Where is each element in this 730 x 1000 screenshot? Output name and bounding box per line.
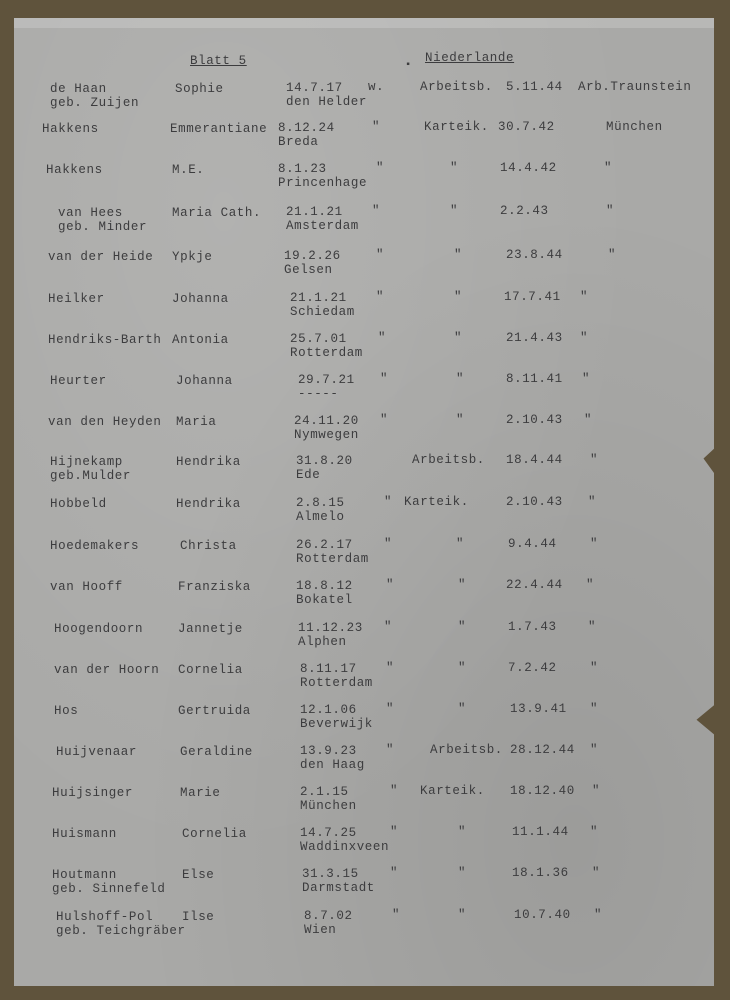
row-record-type: " — [456, 372, 465, 386]
row-record-date: 2.10.43 — [506, 413, 563, 427]
row-record-date: 21.4.43 — [506, 331, 563, 345]
row-mark: " — [372, 120, 381, 134]
row-firstname: Christa — [180, 539, 237, 553]
row-place: " — [584, 413, 593, 427]
row-record-date: 13.9.41 — [510, 702, 567, 716]
row-record-type: " — [454, 331, 463, 345]
row-record-type: " — [450, 204, 459, 218]
row-surname: Hos — [54, 704, 79, 718]
row-birth-date: 29.7.21 — [298, 373, 355, 387]
row-firstname: Else — [182, 868, 215, 882]
row-mark: " — [386, 578, 395, 592]
row-birth-place: Almelo — [296, 510, 345, 524]
row-place: " — [590, 702, 599, 716]
row-record-date: 10.7.40 — [514, 908, 571, 922]
row-mark: " — [376, 161, 385, 175]
row-birth-place: Breda — [278, 135, 319, 149]
paper-crease — [14, 18, 714, 28]
row-birth-date: 14.7.17 — [286, 81, 343, 95]
row-record-type: " — [454, 248, 463, 262]
row-place: " — [580, 331, 589, 345]
row-record-date: 7.2.42 — [508, 661, 557, 675]
row-record-date: 2.2.43 — [500, 204, 549, 218]
row-record-date: 30.7.42 — [498, 120, 555, 134]
row-surname: Hoedemakers — [50, 539, 140, 553]
row-mark: " — [392, 908, 401, 922]
row-mark: " — [380, 372, 389, 386]
row-record-date: 17.7.41 — [504, 290, 561, 304]
row-birth-place: Darmstadt — [302, 881, 375, 895]
row-surname-maiden: geb. Teichgräber — [56, 924, 186, 938]
sheet-label: Blatt 5 — [190, 54, 247, 68]
row-surname: Hobbeld — [50, 497, 107, 511]
row-surname: Huismann — [52, 827, 117, 841]
row-mark: " — [386, 702, 395, 716]
row-firstname: Franziska — [178, 580, 251, 594]
stray-mark: ▪ — [405, 60, 412, 71]
row-surname-maiden: geb. Sinnefeld — [52, 882, 166, 896]
row-birth-place: Rotterdam — [296, 552, 369, 566]
row-birth-date: 8.1.23 — [278, 162, 327, 176]
row-place: " — [590, 453, 599, 467]
row-surname: van den Heyden — [48, 415, 162, 429]
row-record-type: " — [456, 413, 465, 427]
row-record-date: 18.1.36 — [512, 866, 569, 880]
row-record-date: 1.7.43 — [508, 620, 557, 634]
row-place: " — [590, 825, 599, 839]
row-birth-place: Alphen — [298, 635, 347, 649]
row-surname: de Haan — [50, 82, 107, 96]
row-mark: " — [372, 204, 381, 218]
row-place: " — [588, 620, 597, 634]
row-surname: Huijvenaar — [56, 745, 138, 759]
row-surname: van Hooff — [50, 580, 123, 594]
row-birth-place: Wien — [304, 923, 337, 937]
row-record-type: Arbeitsb. — [430, 743, 503, 757]
row-firstname: Gertruida — [178, 704, 251, 718]
row-firstname: M.E. — [172, 163, 205, 177]
row-record-type: " — [456, 537, 465, 551]
row-firstname: Maria — [176, 415, 217, 429]
row-surname: Huijsinger — [52, 786, 134, 800]
row-mark: " — [390, 866, 399, 880]
row-place: " — [590, 743, 599, 757]
row-mark: " — [384, 620, 393, 634]
row-firstname: Sophie — [175, 82, 224, 96]
row-birth-date: 14.7.25 — [300, 826, 357, 840]
row-surname-maiden: geb. Minder — [58, 220, 148, 234]
row-place: Arb.Traunstein — [578, 80, 692, 94]
row-birth-date: 2.1.15 — [300, 785, 349, 799]
row-surname: van der Heide — [48, 250, 154, 264]
row-birth-place: Schiedam — [290, 305, 355, 319]
row-surname: Houtmann — [52, 868, 117, 882]
row-birth-date: 31.8.20 — [296, 454, 353, 468]
row-record-date: 14.4.42 — [500, 161, 557, 175]
row-birth-date: 25.7.01 — [290, 332, 347, 346]
row-record-type: " — [458, 620, 467, 634]
row-place: " — [592, 866, 601, 880]
row-mark: " — [386, 661, 395, 675]
row-mark: " — [390, 825, 399, 839]
row-surname: van Hees — [58, 206, 123, 220]
row-place: " — [608, 248, 617, 262]
row-firstname: Jannetje — [178, 622, 243, 636]
row-place: " — [586, 578, 595, 592]
row-birth-place: Ede — [296, 468, 321, 482]
row-birth-place: Waddinxveen — [300, 840, 390, 854]
row-record-type: Arbeitsb. — [412, 453, 485, 467]
row-mark: " — [384, 495, 393, 509]
row-firstname: Cornelia — [182, 827, 247, 841]
row-surname: Hijnekamp — [50, 455, 123, 469]
row-record-type: " — [450, 161, 459, 175]
row-birth-place: Princenhage — [278, 176, 368, 190]
row-record-type: " — [458, 661, 467, 675]
row-birth-date: 8.12.24 — [278, 121, 335, 135]
row-surname-maiden: geb.Mulder — [50, 469, 132, 483]
row-birth-place: den Haag — [300, 758, 365, 772]
row-record-type: " — [458, 578, 467, 592]
row-firstname: Johanna — [176, 374, 233, 388]
row-record-type: " — [458, 866, 467, 880]
row-place: " — [590, 661, 599, 675]
row-mark: " — [380, 413, 389, 427]
row-record-type: " — [454, 290, 463, 304]
row-birth-place: Beverwijk — [300, 717, 373, 731]
row-firstname: Antonia — [172, 333, 229, 347]
row-birth-date: 21.1.21 — [286, 205, 343, 219]
row-record-date: 18.4.44 — [506, 453, 563, 467]
row-record-date: 2.10.43 — [506, 495, 563, 509]
row-place: " — [582, 372, 591, 386]
row-record-date: 18.12.40 — [510, 784, 575, 798]
row-firstname: Hendrika — [176, 455, 241, 469]
row-birth-date: 21.1.21 — [290, 291, 347, 305]
row-mark: " — [390, 784, 399, 798]
row-birth-date: 11.12.23 — [298, 621, 363, 635]
row-birth-date: 19.2.26 — [284, 249, 341, 263]
row-place: " — [604, 161, 613, 175]
row-surname-maiden: geb. Zuijen — [50, 96, 140, 110]
row-mark: " — [384, 537, 393, 551]
row-birth-date: 26.2.17 — [296, 538, 353, 552]
row-firstname: Hendrika — [176, 497, 241, 511]
row-mark: " — [376, 290, 385, 304]
row-mark: w. — [368, 80, 385, 94]
row-record-date: 9.4.44 — [508, 537, 557, 551]
row-surname: Hulshoff-Pol — [56, 910, 154, 924]
row-firstname: Johanna — [172, 292, 229, 306]
row-mark: " — [378, 331, 387, 345]
row-record-date: 28.12.44 — [510, 743, 575, 757]
row-record-date: 22.4.44 — [506, 578, 563, 592]
row-birth-date: 2.8.15 — [296, 496, 345, 510]
row-birth-place: München — [300, 799, 357, 813]
row-record-type: Karteik. — [420, 784, 485, 798]
row-birth-place: ----- — [298, 387, 339, 401]
row-place: " — [588, 495, 597, 509]
row-place: " — [606, 204, 615, 218]
row-firstname: Ilse — [182, 910, 215, 924]
row-surname: van der Hoorn — [54, 663, 160, 677]
row-surname: Hakkens — [46, 163, 103, 177]
row-birth-date: 24.11.20 — [294, 414, 359, 428]
row-surname: Heilker — [48, 292, 105, 306]
row-firstname: Emmerantiane — [170, 122, 268, 136]
row-birth-date: 18.8.12 — [296, 579, 353, 593]
row-record-type: " — [458, 825, 467, 839]
row-firstname: Ypkje — [172, 250, 213, 264]
row-mark: " — [376, 248, 385, 262]
row-record-type: Karteik. — [424, 120, 489, 134]
row-record-type: " — [458, 702, 467, 716]
row-place: " — [594, 908, 603, 922]
row-birth-date: 31.3.15 — [302, 867, 359, 881]
row-mark: " — [386, 743, 395, 757]
row-firstname: Maria Cath. — [172, 206, 262, 220]
row-record-date: 11.1.44 — [512, 825, 569, 839]
row-record-type: Karteik. — [404, 495, 469, 509]
row-firstname: Cornelia — [178, 663, 243, 677]
row-birth-place: Rotterdam — [290, 346, 363, 360]
row-birth-date: 8.7.02 — [304, 909, 353, 923]
row-birth-date: 12.1.06 — [300, 703, 357, 717]
row-surname: Hakkens — [42, 122, 99, 136]
row-surname: Heurter — [50, 374, 107, 388]
row-place: " — [580, 290, 589, 304]
row-surname: Hendriks-Barth — [48, 333, 162, 347]
country-heading: Niederlande — [425, 51, 515, 65]
row-record-date: 8.11.41 — [506, 372, 563, 386]
row-record-type: Arbeitsb. — [420, 80, 493, 94]
row-birth-date: 8.11.17 — [300, 662, 357, 676]
row-place: " — [590, 537, 599, 551]
row-birth-place: den Helder — [286, 95, 368, 109]
row-birth-place: Nymwegen — [294, 428, 359, 442]
row-birth-place: Rotterdam — [300, 676, 373, 690]
row-birth-place: Gelsen — [284, 263, 333, 277]
row-birth-date: 13.9.23 — [300, 744, 357, 758]
row-firstname: Marie — [180, 786, 221, 800]
row-record-date: 23.8.44 — [506, 248, 563, 262]
row-surname: Hoogendoorn — [54, 622, 144, 636]
row-birth-place: Amsterdam — [286, 219, 359, 233]
row-birth-place: Bokatel — [296, 593, 353, 607]
row-record-date: 5.11.44 — [506, 80, 563, 94]
row-record-type: " — [458, 908, 467, 922]
row-place: " — [592, 784, 601, 798]
row-firstname: Geraldine — [180, 745, 253, 759]
row-place: München — [606, 120, 663, 134]
